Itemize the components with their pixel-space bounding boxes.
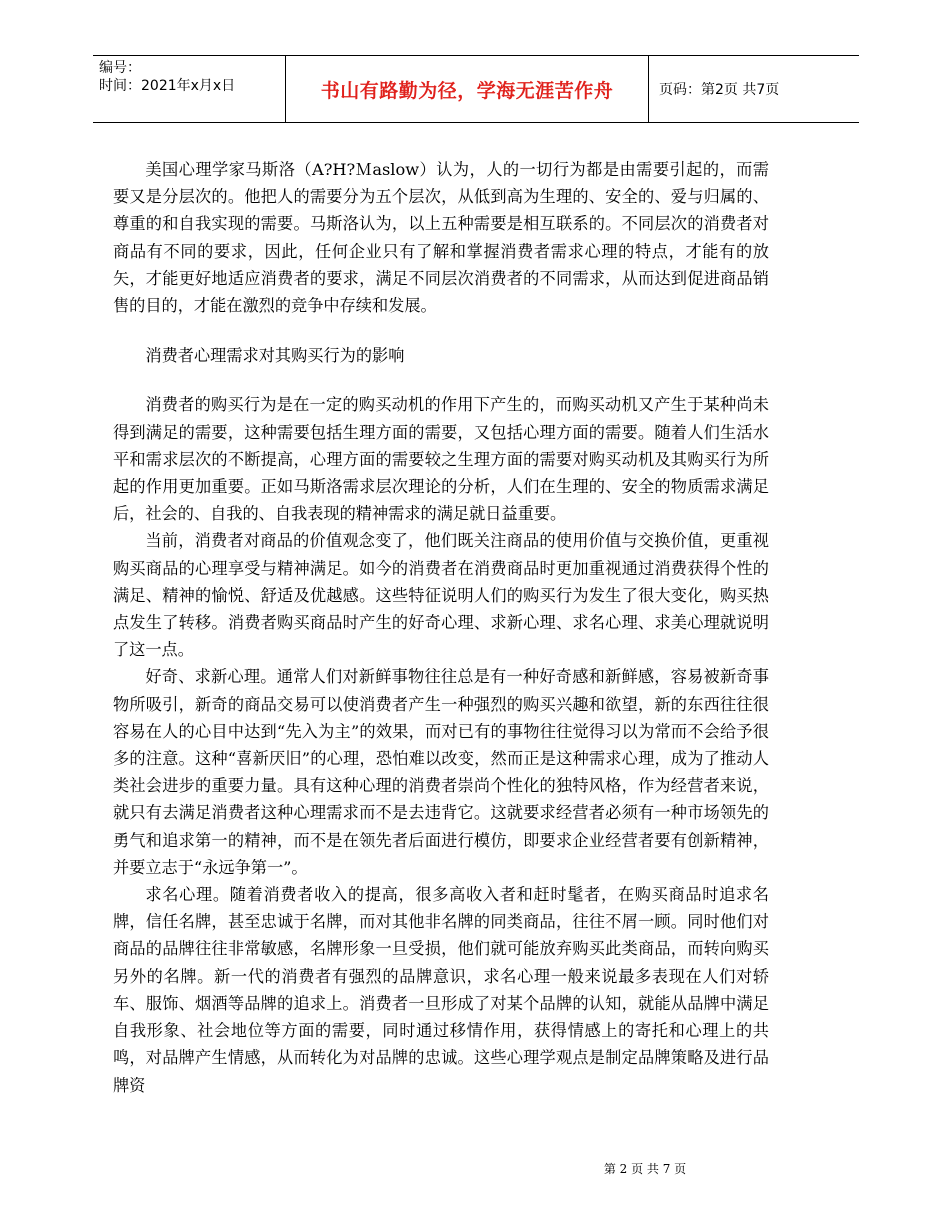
header-page-info: 页码：第2页 共7页 [659, 82, 780, 98]
header-motto: 书山有路勤为径，学海无涯苦作舟 [286, 56, 649, 122]
intro-paragraph: 美国心理学家马斯洛（A?H?Ｍaslow）认为，人的一切行为都是由需要引起的，而需要又是分层次的。他把人的需要分为五个层次，从低到高为生理的、安全的、爱与归属的、尊重的和自我实现的需要。马斯洛认为，以上五种需要是相互联系的。不同层次的消费者对商品有不同的要求，因此，任何企业只有了解和掌握消费者需求心理的特点，才能有的放矢，才能更好地适应消费者的要求，满足不同层次消费者的不同需求，从而达到促进商品销售的目的，才能在激烈的竞争中存续和发展。 [113, 160, 769, 316]
serial-label: 编号： [99, 60, 141, 76]
paragraph-4: 求名心理。随着消费者收入的提高，很多高收入者和赶时髦者，在购买商品时追求名牌，信任名牌，甚至忠诚于名牌，而对其他非名牌的同类商品，往往不屑一顾。同时他们对商品的品牌往往非常敏感，名牌形象一旦受损，他们就可能放弃购买此类商品，而转向购买另外的名牌。新一代的消费者有强烈的品牌意识，求名心理一般来说最多表现在人们对轿车、服饰、烟酒等品牌的追求上。消费者一旦形成了对某个品牌的认知，就能从品牌中满足自我形象、社会地位等方面的需要，同时通过移情作用，获得情感上的寄托和心理上的共鸣，对品牌产生情感，从而转化为对品牌的忠诚。这些心理学观点是制定品牌策略及进行品牌资 [113, 885, 769, 1095]
paragraph-1: 消费者的购买行为是在一定的购买动机的作用下产生的，而购买动机又产生于某种尚未得到满足的需要，这种需要包括生理方面的需要，又包括心理方面的需要。随着人们生活水平和需求层次的不断提高，心理方面的需要较之生理方面的需要对购买动机及其购买行为所起的作用更加重要。正如马斯洛需求层次理论的分析，人们在生理的、安全的物质需求满足后，社会的、自我的、自我表现的精神需求的满足就日益重要。 [113, 395, 769, 524]
header-meta [93, 56, 286, 122]
time-label: 时间：2021年x月x日 [99, 78, 236, 94]
paragraph-2: 当前，消费者对商品的价值观念变了，他们既关注商品的使用价值与交换价值，更重视购买商品的心理享受与精神满足。如今的消费者在消费商品时更加重视通过消费获得个性的满足、精神的愉悦、舒适及优越感。这些特征说明人们的购买行为发生了很大变化，购买热点发生了转移。消费者购买商品时产生的好奇心理、求新心理、求名心理、求美心理就说明了这一点。 [113, 531, 769, 660]
section-title: 消费者心理需求对其购买行为的影响 [145, 346, 405, 366]
page-footer: 第 2 页 共 7 页 [603, 1162, 687, 1176]
page-header [93, 55, 859, 123]
document-body [113, 156, 769, 1099]
paragraph-3: 好奇、求新心理。通常人们对新鲜事物往往总是有一种好奇感和新鲜感，容易被新奇事物所吸引，新奇的商品交易可以使消费者产生一种强烈的购买兴趣和欲望，新的东西往往很容易在人的心目中达到“先入为主”的效果，而对已有的事物往往觉得习以为常而不会给予很多的注意。这种“喜新厌旧”的心理，恐怕难以改变，然而正是这种需求心理，成为了推动人类社会进步的重要力量。具有这种心理的消费者崇尚个性化的独特风格，作为经营者来说，就只有去满足消费者这种心理需求而不是去违背它。这就要求经营者必须有一种市场领先的勇气和追求第一的精神，而不是在领先者后面进行模仿，即要求企业经营者要有创新精神，并要立志于“永远争第一”。 [113, 667, 769, 877]
